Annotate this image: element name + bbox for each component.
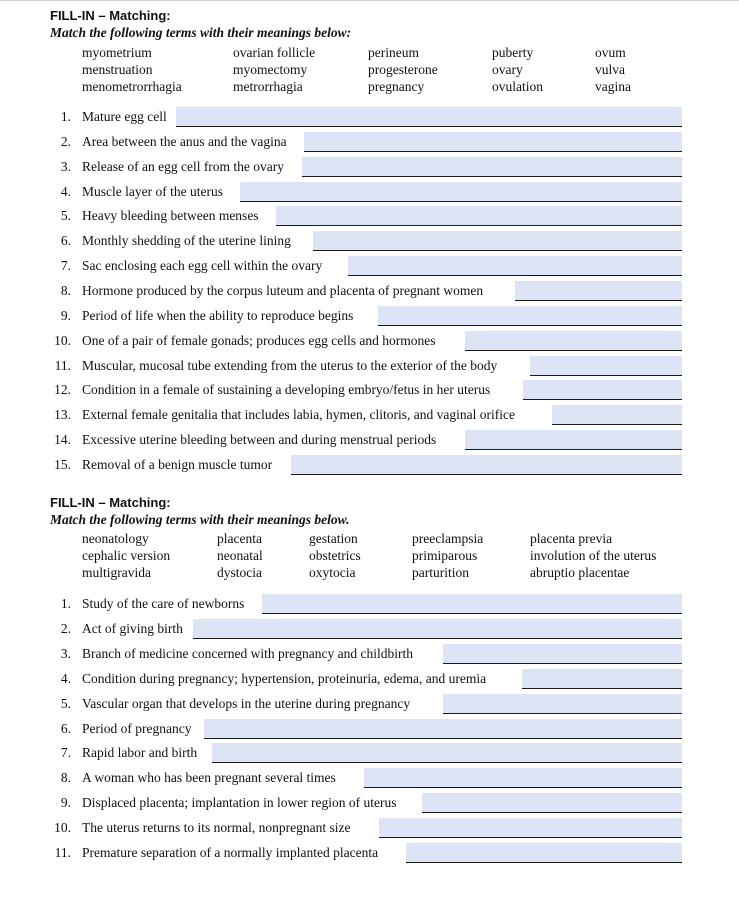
question-number: 14. [54, 432, 71, 448]
question-number: 6. [60, 233, 71, 249]
question-row [0, 793, 739, 813]
term-bank-item: ovum [595, 45, 626, 60]
question-number: 3. [60, 158, 71, 174]
term-bank-item: ovary [492, 62, 523, 77]
question-text: Act of giving birth [82, 620, 183, 636]
answer-input[interactable] [378, 306, 682, 326]
term-bank-item: myometrium [82, 45, 152, 60]
question-row [0, 405, 739, 425]
question-text: Excessive uterine bleeding between and during menstrual periods [82, 432, 437, 448]
question-text: Area between the anus and the vagina [82, 133, 287, 149]
question-text: A woman who has been pregnant several times [82, 770, 336, 786]
question-text: Sac enclosing each egg cell within the ovary [82, 258, 323, 274]
term-bank-item: perineum [368, 45, 419, 60]
question-text: Premature separation of a normally implanted placenta [82, 845, 379, 860]
section-instructions: Match the following terms with their meanings below: [50, 25, 352, 40]
question-number: 10. [54, 820, 71, 836]
term-bank-item: preeclampsia [412, 531, 484, 546]
term-bank-item: multigravida [82, 565, 151, 580]
term-bank-item: vagina [595, 79, 631, 94]
term-bank-item: pregnancy [368, 79, 425, 94]
answer-input[interactable] [530, 356, 682, 376]
term-bank-item: progesterone [368, 62, 438, 77]
question-number: 7. [60, 258, 71, 274]
question-text: Branch of medicine concerned with pregnancy and childbirth [82, 645, 414, 661]
question-text: Condition in a female of sustaining a developing embryo/fetus in her uterus [82, 382, 491, 398]
term-bank-item: menometrorrhagia [82, 79, 182, 94]
question-row [0, 719, 739, 739]
answer-input[interactable] [443, 644, 682, 664]
question-number: 9. [60, 795, 71, 811]
question-text: Muscular, mucosal tube extending from the uterus to the exterior of the body [82, 357, 498, 373]
question-row [0, 619, 739, 639]
question-text: Muscle layer of the uterus [82, 183, 223, 199]
term-bank-item: obstetrics [309, 548, 361, 563]
question-number: 11. [54, 845, 71, 860]
question-number: 8. [60, 282, 71, 298]
question-text: Rapid labor and birth [82, 745, 198, 761]
answer-input[interactable] [204, 719, 682, 739]
question-row [0, 107, 739, 127]
question-row [0, 157, 739, 177]
answer-input[interactable] [522, 669, 682, 689]
question-number: 2. [60, 620, 71, 636]
question-number: 10. [54, 332, 71, 348]
question-row [0, 182, 739, 202]
question-row [0, 430, 739, 450]
section-title: FILL-IN – Matching: [50, 8, 171, 23]
question-number: 6. [60, 720, 71, 736]
term-bank-item: myomectomy [233, 62, 308, 77]
question-number: 3. [60, 645, 71, 661]
answer-input[interactable] [212, 743, 682, 763]
question-text: Removal of a benign muscle tumor [82, 456, 273, 472]
question-number: 2. [60, 133, 71, 149]
question-text: Period of life when the ability to reproduce begins [82, 307, 354, 323]
question-row [0, 132, 739, 152]
question-row [0, 594, 739, 614]
question-number: 8. [60, 770, 71, 786]
answer-input[interactable] [240, 182, 682, 202]
question-row [0, 256, 739, 276]
question-row [0, 455, 739, 475]
question-text: The uterus returns to its normal, nonpregnant size [82, 820, 351, 836]
question-text: Heavy bleeding between menses [82, 208, 259, 224]
question-number: 12. [54, 382, 71, 398]
term-bank-item: ovarian follicle [233, 45, 316, 60]
question-number: 1. [60, 596, 71, 611]
answer-input[interactable] [348, 256, 682, 276]
answer-input[interactable] [406, 843, 682, 863]
question-number: 5. [60, 208, 71, 224]
question-row [0, 306, 739, 326]
question-text: Condition during pregnancy; hypertension, proteinuria, edema, and uremia [82, 670, 487, 686]
question-number: 11. [54, 357, 71, 373]
term-bank-item: menstruation [82, 62, 153, 77]
question-row [0, 380, 739, 400]
term-bank-item: parturition [412, 565, 469, 580]
answer-input[interactable] [379, 818, 682, 838]
question-text: Mature egg cell [82, 109, 167, 124]
question-text: Hormone produced by the corpus luteum and placenta of pregnant women [82, 282, 484, 298]
question-row [0, 356, 739, 376]
question-text: Study of the care of newborns [82, 596, 245, 611]
term-bank-item: gestation [309, 531, 358, 546]
question-number: 15. [54, 456, 71, 472]
question-number: 7. [60, 745, 71, 761]
answer-input[interactable] [304, 132, 682, 152]
term-bank-item: neonatal [217, 548, 263, 563]
question-number: 9. [60, 307, 71, 323]
question-text: Monthly shedding of the uterine lining [82, 233, 291, 249]
question-row [0, 843, 739, 863]
answer-input[interactable] [465, 331, 682, 351]
term-bank-item: abruptio placentae [530, 565, 630, 580]
answer-input[interactable] [176, 107, 682, 127]
term-bank-item: primiparous [412, 548, 478, 563]
question-row [0, 206, 739, 226]
question-row [0, 644, 739, 664]
term-bank-item: placenta previa [530, 531, 613, 546]
question-row [0, 331, 739, 351]
question-text: Period of pregnancy [82, 720, 192, 736]
term-bank-item: ovulation [492, 79, 543, 94]
answer-input[interactable] [465, 430, 682, 450]
answer-input[interactable] [262, 594, 682, 614]
question-text: Displaced placenta; implantation in lower region of uterus [82, 795, 397, 811]
question-text: Vascular organ that develops in the uterine during pregnancy [82, 695, 411, 711]
question-number: 5. [60, 695, 71, 711]
section-title: FILL-IN – Matching: [50, 495, 171, 510]
question-row [0, 231, 739, 251]
answer-input[interactable] [364, 768, 682, 788]
answer-input[interactable] [302, 157, 682, 177]
page-top-border [0, 0, 739, 1]
term-bank-item: oxytocia [309, 565, 356, 580]
section-instructions: Match the following terms with their meanings below. [50, 512, 350, 527]
term-bank-item: involution of the uterus [530, 548, 657, 563]
question-row [0, 818, 739, 838]
term-bank-item: puberty [492, 45, 534, 60]
question-row [0, 768, 739, 788]
term-bank-item: placenta [217, 531, 262, 546]
question-number: 13. [54, 407, 71, 423]
answer-input[interactable] [443, 694, 682, 714]
question-row [0, 281, 739, 301]
answer-input[interactable] [552, 405, 682, 425]
question-text: Release of an egg cell from the ovary [82, 158, 285, 174]
question-number: 4. [60, 183, 71, 199]
term-bank-item: vulva [595, 62, 625, 77]
question-number: 4. [60, 670, 71, 686]
answer-input[interactable] [515, 281, 682, 301]
answer-input[interactable] [193, 619, 682, 639]
question-text: External female genitalia that includes labia, hymen, clitoris, and vaginal orifice [82, 407, 515, 423]
term-bank-item: cephalic version [82, 548, 171, 563]
answer-input[interactable] [523, 380, 682, 400]
answer-input[interactable] [276, 206, 682, 226]
answer-input[interactable] [422, 793, 682, 813]
answer-input[interactable] [291, 455, 682, 475]
question-row [0, 694, 739, 714]
question-row [0, 743, 739, 763]
term-bank-item: neonatology [82, 531, 149, 546]
term-bank-item: dystocia [217, 565, 262, 580]
question-row [0, 669, 739, 689]
term-bank-item: metrorrhagia [233, 79, 303, 94]
answer-input[interactable] [313, 231, 682, 251]
question-text: One of a pair of female gonads; produces egg cells and hormones [82, 332, 436, 348]
question-number: 1. [60, 109, 71, 124]
